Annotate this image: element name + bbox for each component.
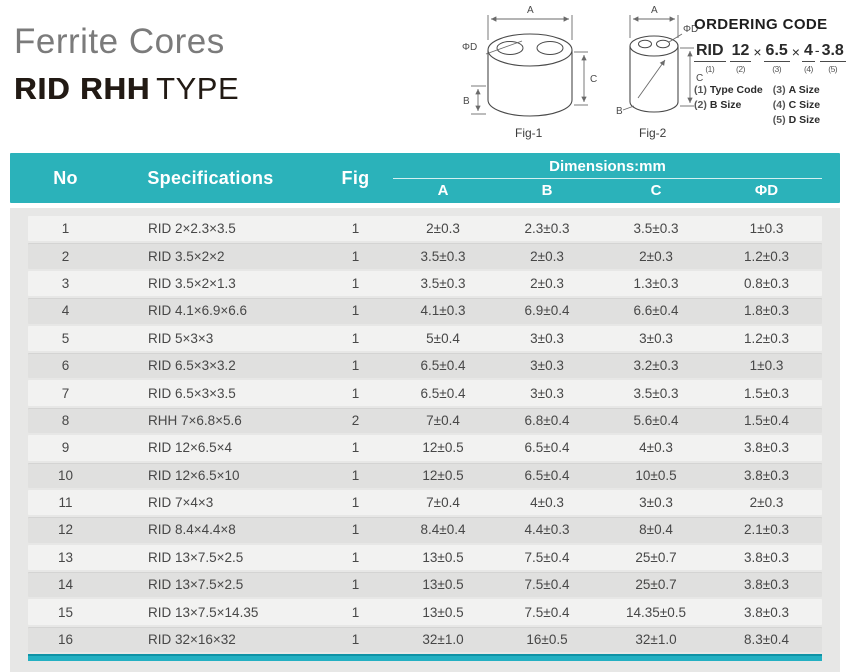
table-row: [28, 271, 822, 296]
cell-fig: 1: [351, 604, 360, 620]
type-word: TYPE: [156, 71, 240, 106]
cell-dim-a: 8.4±0.4: [420, 522, 466, 538]
cell-no: 15: [57, 604, 74, 620]
cell-dim-b: 7.5±0.4: [524, 549, 570, 565]
cell-fig: 1: [351, 440, 360, 456]
column-header-c: C: [650, 181, 662, 199]
cell-no: 7: [61, 385, 70, 401]
cell-dim-d: 1.2±0.3: [744, 248, 789, 264]
cell-dim-d: 1.8±0.3: [744, 303, 789, 319]
fig1-dim-b-label: B: [463, 96, 470, 107]
cell-dim-c: 3.5±0.3: [633, 385, 679, 401]
cell-no: 11: [58, 495, 73, 511]
cell-dim-d: 3.8±0.3: [744, 604, 789, 620]
cell-dim-b: 4±0.3: [530, 495, 564, 511]
cell-dim-d: 8.3±0.4: [744, 632, 789, 648]
page-title: Ferrite Cores: [14, 22, 225, 61]
ordering-code-title: ORDERING CODE: [694, 16, 828, 33]
fig2-dim-b-label: B: [616, 106, 623, 117]
cell-no: 13: [57, 549, 74, 565]
cell-dim-b: 6.8±0.4: [524, 412, 570, 428]
cell-dim-c: 3±0.3: [639, 495, 673, 511]
cell-specification: RID 3.5×2×1.3: [148, 275, 236, 291]
legend-item: (3) A Size: [772, 84, 820, 96]
column-header-d: ΦD: [754, 181, 779, 199]
cell-dim-d: 1±0.3: [749, 221, 784, 237]
cell-dim-c: 3±0.3: [639, 330, 673, 346]
code-part-index: (4): [803, 64, 813, 74]
column-header-a: A: [437, 181, 449, 199]
cell-fig: 1: [351, 632, 360, 648]
title-block: [14, 22, 239, 107]
table-row: [28, 243, 822, 268]
cell-fig: 1: [351, 221, 360, 237]
cell-dim-a: 12±0.5: [422, 467, 464, 483]
code-part: 12: [730, 42, 752, 62]
cell-specification: RID 13×7.5×2.5: [148, 549, 244, 565]
table-footer-bar: [28, 654, 822, 661]
cell-fig: 1: [351, 275, 360, 291]
cell-specification: RID 5×3×3: [148, 330, 214, 346]
cell-dim-a: 12±0.5: [422, 440, 464, 456]
cell-fig: 1: [351, 248, 360, 264]
cell-no: 9: [61, 440, 70, 456]
table-row: [28, 627, 822, 652]
ordering-code-block: [694, 16, 846, 126]
column-header-fig: Fig: [341, 167, 370, 188]
legend-column-2: [773, 84, 820, 126]
cell-dim-a: 13±0.5: [422, 549, 464, 565]
cell-specification: RID 12×6.5×4: [148, 440, 233, 456]
fig1-drawing: [462, 5, 597, 140]
fig1-dim-d-label: ΦD: [462, 42, 478, 53]
cell-dim-a: 7±0.4: [426, 412, 460, 428]
cell-specification: RID 13×7.5×14.35: [148, 604, 259, 620]
cell-dim-a: 13±0.5: [422, 577, 464, 593]
table-row: [28, 298, 822, 323]
cell-fig: 1: [351, 522, 360, 538]
table-row: [28, 353, 822, 378]
column-header-no: No: [53, 167, 78, 188]
cell-dim-d: 3.8±0.3: [744, 577, 789, 593]
fig1-caption: Fig-1: [515, 126, 543, 140]
cell-specification: RID 3.5×2×2: [148, 248, 225, 264]
code-part-index: (1): [705, 64, 715, 74]
cell-dim-b: 2±0.3: [530, 248, 564, 264]
code-part-index: (3): [772, 64, 782, 74]
cell-specification: RID 2×2.3×3.5: [148, 221, 236, 237]
cell-fig: 1: [351, 577, 360, 593]
cell-no: 1: [61, 221, 70, 237]
cell-dim-a: 3.5±0.3: [420, 248, 466, 264]
cell-dim-c: 14.35±0.5: [626, 604, 686, 620]
cell-no: 5: [61, 330, 70, 346]
column-header-b: B: [541, 181, 553, 199]
fig2-drawing: [616, 5, 703, 140]
cell-no: 3: [61, 275, 70, 291]
cell-dim-a: 32±1.0: [422, 632, 464, 648]
code-segment: [730, 42, 752, 74]
cell-dim-d: 1.5±0.4: [744, 412, 789, 428]
table-header: [10, 153, 840, 203]
cell-dim-d: 2±0.3: [749, 495, 784, 511]
cell-specification: RID 6.5×3×3.2: [148, 358, 236, 374]
table-row: [28, 490, 822, 515]
ordering-code-legend: [694, 84, 846, 126]
cell-dim-b: 6.9±0.4: [524, 303, 570, 319]
table-body: [10, 208, 840, 672]
cell-specification: RID 13×7.5×2.5: [148, 577, 244, 593]
cell-dim-c: 3.2±0.3: [633, 358, 679, 374]
cell-dim-c: 10±0.5: [635, 467, 677, 483]
cell-fig: 1: [351, 549, 360, 565]
cell-dim-d: 1±0.3: [749, 358, 784, 374]
page-subtitle: [14, 71, 239, 107]
cell-no: 4: [61, 303, 70, 319]
legend-item: (1) Type Code: [694, 84, 763, 96]
code-part-index: (5): [828, 64, 838, 74]
table-row: [28, 216, 822, 241]
type-code-bold: RID RHH: [14, 71, 151, 106]
fig2-dim-d-label: ΦD: [683, 24, 699, 35]
cell-fig: 1: [351, 495, 360, 511]
cell-no: 10: [57, 467, 74, 483]
cell-specification: RID 4.1×6.9×6.6: [148, 303, 248, 319]
cell-fig: 1: [351, 385, 360, 401]
cell-no: 14: [57, 577, 74, 593]
fig1-dim-a-label: A: [527, 5, 534, 16]
dimensions-subheaders: [393, 179, 822, 199]
cell-specification: RID 8.4×4.4×8: [148, 522, 236, 538]
code-part-index: (2): [736, 64, 745, 74]
page-header: [0, 0, 850, 152]
cell-no: 12: [57, 522, 74, 538]
cell-dim-a: 6.5±0.4: [420, 385, 466, 401]
table-row: [28, 545, 822, 570]
cell-dim-b: 7.5±0.4: [524, 604, 570, 620]
cell-dim-b: 3±0.3: [530, 358, 564, 374]
fig1-dim-c-label: C: [590, 74, 598, 85]
cell-fig: 1: [351, 303, 360, 319]
cell-dim-c: 1.3±0.3: [633, 275, 679, 291]
cell-dim-c: 6.6±0.4: [633, 303, 679, 319]
code-separator: ×: [791, 44, 800, 60]
code-segment: [694, 42, 726, 74]
cell-dim-b: 2±0.3: [530, 275, 564, 291]
cell-dim-d: 3.8±0.3: [744, 549, 789, 565]
code-segment: [820, 42, 846, 74]
cell-dim-b: 3±0.3: [530, 330, 564, 346]
cell-dim-d: 0.8±0.3: [744, 275, 789, 291]
cell-dim-a: 7±0.4: [426, 495, 460, 511]
cell-no: 6: [61, 358, 70, 374]
code-segment: [764, 42, 790, 74]
ordering-code-line: [694, 42, 846, 74]
code-part: 6.5: [764, 42, 790, 62]
legend-item: (4) C Size: [772, 99, 821, 111]
legend-column-1: [694, 84, 763, 126]
fig2-dim-a-label: A: [651, 5, 658, 16]
cell-fig: 1: [351, 467, 360, 483]
cell-dim-c: 25±0.7: [635, 577, 677, 593]
cell-specification: RID 7×4×3: [148, 495, 214, 511]
cell-dim-a: 2±0.3: [426, 221, 460, 237]
cell-dim-a: 6.5±0.4: [420, 358, 466, 374]
code-part: 3.8: [820, 42, 846, 62]
code-separator: ×: [753, 44, 762, 60]
cell-dim-c: 25±0.7: [635, 549, 677, 565]
cell-no: 8: [61, 412, 70, 428]
cell-dim-d: 3.8±0.3: [744, 440, 789, 456]
cell-dim-c: 32±1.0: [635, 632, 677, 648]
cell-dim-c: 3.5±0.3: [633, 221, 679, 237]
cell-dim-d: 2.1±0.3: [744, 522, 789, 538]
cell-dim-b: 2.3±0.3: [524, 221, 570, 237]
table-row: [28, 435, 822, 460]
cell-dim-c: 2±0.3: [639, 248, 673, 264]
cell-specification: RHH 7×6.8×5.6: [148, 412, 242, 428]
code-part: RID: [694, 42, 726, 62]
core-figures-svg: [458, 2, 703, 150]
dimensions-group-title: Dimensions:mm: [393, 158, 822, 179]
cell-dim-b: 3±0.3: [530, 385, 564, 401]
cell-dim-c: 8±0.4: [639, 522, 673, 538]
cell-fig: 1: [351, 330, 360, 346]
cell-dim-b: 6.5±0.4: [524, 467, 570, 483]
cell-specification: RID 6.5×3×3.5: [148, 385, 236, 401]
cell-dim-c: 5.6±0.4: [633, 412, 679, 428]
fig2-caption: Fig-2: [639, 126, 667, 140]
cell-dim-a: 13±0.5: [422, 604, 464, 620]
column-header-specifications: Specifications: [147, 167, 274, 188]
cell-fig: 1: [351, 358, 360, 374]
cell-dim-a: 5±0.4: [426, 330, 460, 346]
cell-dim-a: 4.1±0.3: [420, 303, 466, 319]
technical-drawings: [458, 2, 703, 150]
cell-fig: 2: [351, 412, 360, 428]
cell-no: 2: [61, 248, 70, 264]
cell-specification: RID 12×6.5×10: [148, 467, 240, 483]
cell-dim-d: 1.5±0.3: [744, 385, 789, 401]
fig2-dim-c-label: C: [696, 73, 703, 84]
table-row: [28, 517, 822, 542]
table-row: [28, 572, 822, 597]
code-part: 4: [802, 42, 815, 62]
table-row: [28, 463, 822, 488]
cell-dim-b: 16±0.5: [526, 632, 568, 648]
cell-dim-d: 3.8±0.3: [744, 467, 789, 483]
table-row: [28, 380, 822, 405]
cell-dim-d: 1.2±0.3: [744, 330, 789, 346]
cell-specification: RID 32×16×32: [148, 632, 236, 648]
table-row: [28, 599, 822, 624]
dimensions-group-header: [393, 158, 822, 199]
cell-dim-b: 7.5±0.4: [524, 577, 570, 593]
code-segment: [802, 42, 815, 74]
legend-item: (5) D Size: [772, 114, 821, 126]
cell-no: 16: [57, 632, 74, 648]
table-row: [28, 408, 822, 433]
cell-dim-a: 3.5±0.3: [420, 275, 466, 291]
cell-dim-b: 6.5±0.4: [524, 440, 570, 456]
cell-dim-b: 4.4±0.3: [524, 522, 570, 538]
table-row: [28, 326, 822, 351]
code-separator: -: [814, 42, 820, 58]
legend-item: (2) B Size: [694, 99, 742, 111]
cell-dim-c: 4±0.3: [639, 440, 673, 456]
